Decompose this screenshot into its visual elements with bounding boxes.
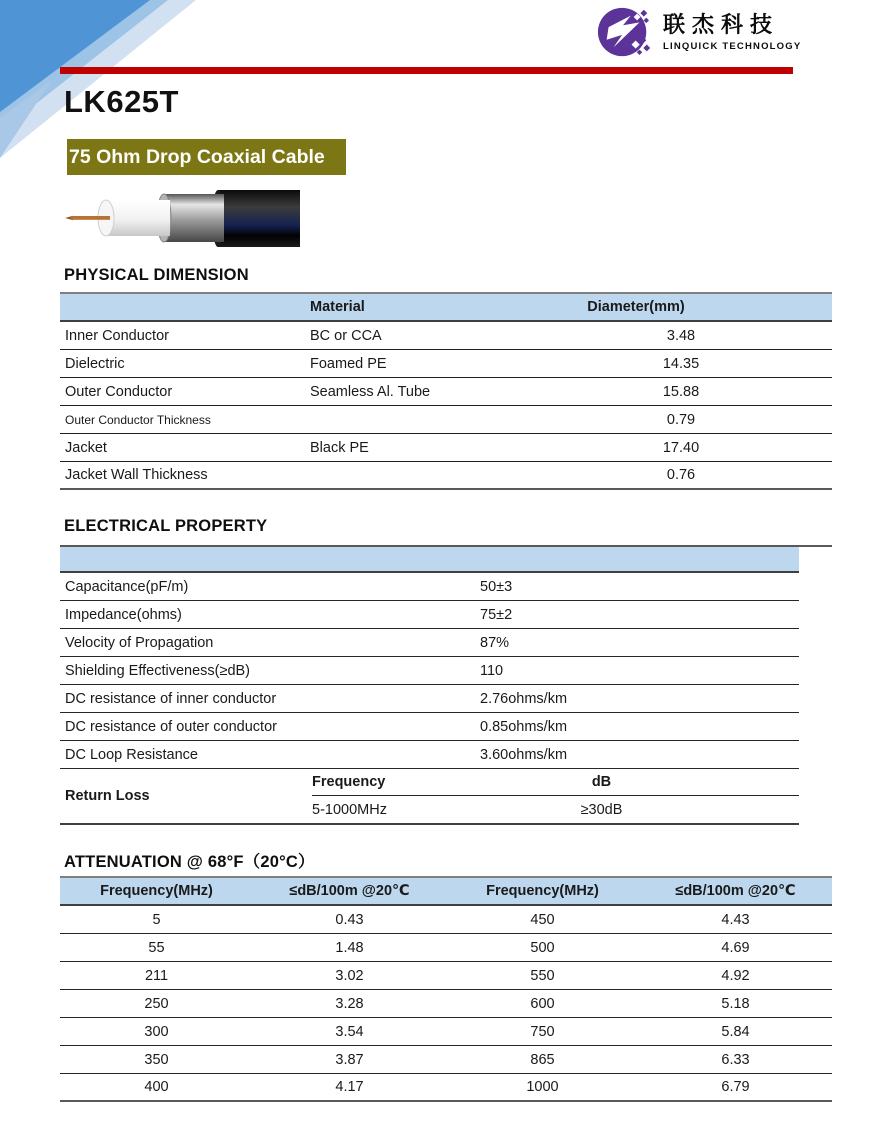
attenuation-cell: 1.48: [335, 939, 364, 956]
table-row: [60, 378, 832, 406]
cable-illustration: [60, 188, 300, 250]
frequency-cell: 865: [530, 1051, 555, 1068]
table-row: [60, 962, 832, 990]
attenuation-cell: 5.84: [721, 1023, 750, 1040]
table-row: [60, 322, 832, 350]
company-name-en: LINQUICK TECHNOLOGY: [663, 40, 802, 52]
material-cell: Foamed PE: [310, 355, 387, 372]
company-name-cn: 联杰科技: [663, 12, 780, 38]
attenuation-cell: 6.79: [721, 1079, 750, 1095]
table-row: [60, 406, 832, 434]
attenuation-cell: 3.87: [335, 1051, 364, 1068]
table-row: [60, 741, 799, 769]
company-name: [663, 12, 801, 51]
material-cell: BC or CCA: [310, 327, 382, 344]
row-label: Capacitance(pF/m): [65, 578, 189, 595]
table-row: [60, 601, 799, 629]
table-row: [60, 573, 799, 601]
row-label: DC Loop Resistance: [65, 746, 198, 763]
attenuation-cell: 5.18: [721, 995, 750, 1012]
diameter-cell: 14.35: [662, 355, 700, 372]
frequency-cell: 550: [530, 967, 555, 984]
product-subtitle: 75 Ohm Drop Coaxial Cable: [67, 139, 346, 175]
attenuation-cell: 4.17: [335, 1079, 364, 1095]
frequency-cell: 500: [530, 939, 555, 956]
table-header-row: [60, 292, 832, 322]
row-label: Impedance(ohms): [65, 606, 182, 623]
attenuation-cell: 6.33: [721, 1051, 750, 1068]
row-label: Inner Conductor: [65, 327, 169, 344]
table-row: [60, 1046, 832, 1074]
column-header-material: Material: [310, 299, 365, 315]
table-row: [60, 462, 832, 490]
frequency-cell: 250: [144, 995, 169, 1012]
row-label: Jacket Wall Thickness: [65, 467, 208, 483]
table-row: [60, 350, 832, 378]
column-header-db-1: ≤dB/100m @20℃: [289, 883, 410, 899]
table-row: [60, 685, 799, 713]
frequency-cell: 450: [530, 911, 555, 928]
row-label: Outer Conductor: [65, 383, 173, 400]
table-row: [60, 1074, 832, 1102]
table-row: [60, 934, 832, 962]
table-row: [60, 713, 799, 741]
value-cell: 3.60ohms/km: [480, 746, 568, 763]
row-label: Jacket: [65, 439, 107, 456]
attenuation-cell: 4.43: [721, 911, 750, 928]
attenuation-cell: 4.69: [721, 939, 750, 956]
diameter-cell: 0.76: [666, 467, 696, 483]
attenuation-cell: 3.02: [335, 967, 364, 984]
company-logo: [596, 3, 801, 61]
table-row: [60, 990, 832, 1018]
header-divider: [60, 67, 793, 74]
table-row: [60, 906, 832, 934]
return-loss-row: [60, 769, 799, 825]
frequency-cell: 1000: [526, 1079, 559, 1095]
row-label: Shielding Effectiveness(≥dB): [65, 662, 251, 679]
physical-dimension-table: [60, 292, 832, 490]
value-cell: 110: [480, 662, 504, 679]
attenuation-cell: 4.92: [721, 967, 750, 984]
frequency-cell: 5-1000MHz: [312, 801, 387, 818]
diameter-cell: 3.48: [666, 327, 696, 344]
attenuation-cell: 3.54: [335, 1023, 364, 1040]
frequency-cell: 750: [530, 1023, 555, 1040]
section-title-attenuation: ATTENUATION @ 68°F（20°C）: [64, 853, 315, 871]
frequency-cell: 350: [144, 1051, 169, 1068]
frequency-cell: 600: [530, 995, 555, 1012]
company-logo-icon: [596, 3, 654, 61]
value-cell: 50±3: [480, 578, 513, 595]
attenuation-table: [60, 876, 832, 1102]
table-row: [60, 1018, 832, 1046]
diameter-cell: 15.88: [662, 383, 700, 400]
table-row: [60, 629, 799, 657]
column-header-db-2: ≤dB/100m @20℃: [675, 883, 796, 899]
table-row: [60, 434, 832, 462]
product-title: LK625T: [64, 84, 179, 119]
material-cell: Black PE: [310, 439, 369, 456]
db-cell: ≥30dB: [580, 801, 623, 818]
column-header-diameter: Diameter(mm): [587, 299, 685, 315]
row-label: Outer Conductor Thickness: [65, 412, 211, 427]
column-header-frequency-2: Frequency(MHz): [486, 883, 599, 899]
row-label: DC resistance of inner conductor: [65, 690, 277, 707]
attenuation-cell: 3.28: [335, 995, 364, 1012]
frequency-cell: 300: [144, 1023, 169, 1040]
frequency-cell: 5: [152, 911, 161, 928]
diameter-cell: 0.79: [666, 411, 696, 428]
db-header: dB: [484, 769, 799, 796]
row-label: Dielectric: [65, 355, 125, 372]
value-cell: 0.85ohms/km: [480, 718, 568, 735]
value-cell: 87%: [480, 634, 510, 651]
diameter-cell: 17.40: [662, 439, 700, 456]
value-cell: 75±2: [480, 606, 513, 623]
row-label: DC resistance of outer conductor: [65, 718, 277, 735]
section-title-electrical: ELECTRICAL PROPERTY: [64, 517, 268, 535]
column-header-frequency-1: Frequency(MHz): [100, 883, 213, 899]
row-label: Return Loss: [65, 788, 150, 804]
value-cell: 2.76ohms/km: [480, 690, 568, 707]
attenuation-cell: 0.43: [335, 911, 364, 928]
material-cell: Seamless Al. Tube: [310, 383, 431, 400]
table-header-row: [60, 876, 832, 906]
electrical-property-table: [60, 545, 832, 825]
frequency-cell: 55: [148, 939, 165, 956]
table-row: [60, 657, 799, 685]
frequency-cell: 211: [144, 967, 169, 984]
row-label: Velocity of Propagation: [65, 634, 214, 651]
frequency-header: Frequency: [312, 769, 484, 796]
frequency-cell: 400: [144, 1079, 169, 1095]
section-title-physical: PHYSICAL DIMENSION: [64, 266, 249, 284]
table-header-band: [60, 547, 799, 573]
